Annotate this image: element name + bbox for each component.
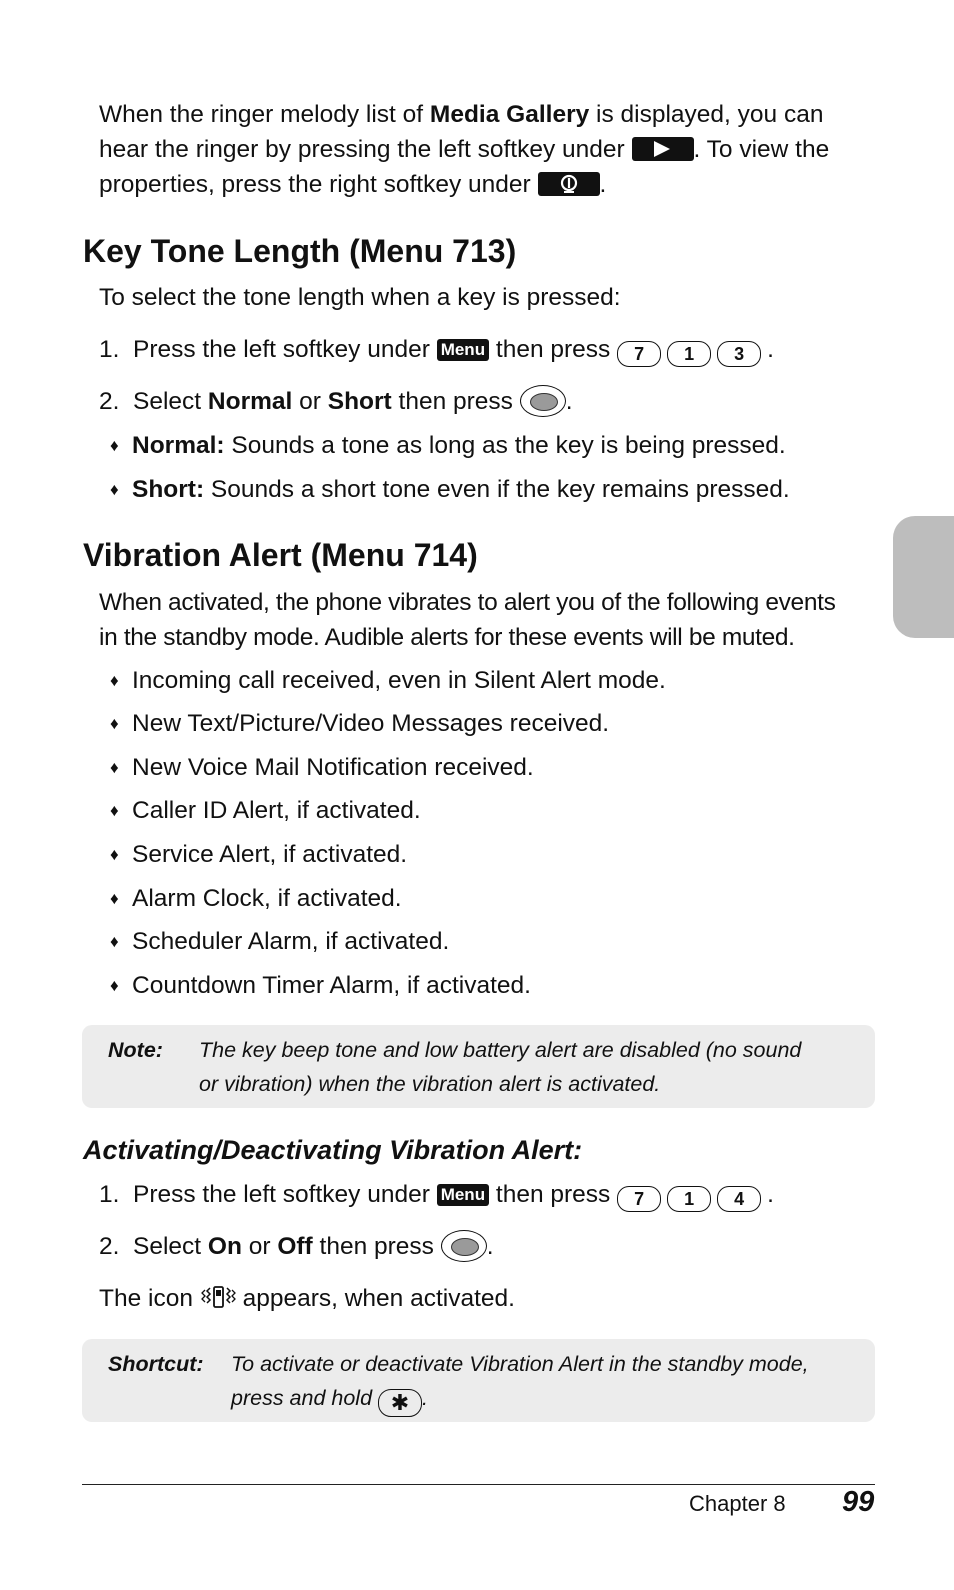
footer-rule [82,1484,875,1485]
key-1-icon: 1 [667,1186,711,1212]
vibration-bullet-3: ♦ New Voice Mail Notification received. [110,750,534,785]
vibration-bullet-1: ♦ Incoming call received, even in Silent Alert mode. [110,663,666,698]
vibration-bullet-2: ♦ New Text/Picture/Video Messages received. [110,706,609,741]
note-box [82,1025,875,1108]
key-tone-step-1: 1. Press the left softkey under Menu then press 7 1 3 . [99,332,774,367]
properties-softkey-icon [538,172,600,196]
chapter-side-tab [893,516,954,638]
play-softkey-icon [632,137,694,161]
shortcut-box [82,1339,875,1422]
note-label: Note: [108,1038,163,1062]
vibrate-mode-icon [200,1284,236,1310]
bullet-icon: ♦ [110,976,119,995]
ok-button-icon [520,385,566,417]
vibration-bullet-8: ♦ Countdown Timer Alarm, if activated. [110,968,531,1003]
key-4-icon: 4 [717,1186,761,1212]
bullet-icon: ♦ [110,932,119,951]
bullet-icon: ♦ [110,801,119,820]
key-7-icon: 7 [617,1186,661,1212]
key-1-icon: 1 [667,341,711,367]
key-tone-description: To select the tone length when a key is pressed: [99,284,621,311]
bullet-icon: ♦ [110,889,119,908]
shortcut-label: Shortcut: [108,1352,204,1376]
vibration-bullet-7: ♦ Scheduler Alarm, if activated. [110,924,449,959]
menu-softkey-icon: Menu [437,1184,489,1206]
vibration-bullet-6: ♦ Alarm Clock, if activated. [110,881,402,916]
bullet-icon: ♦ [110,436,119,455]
activating-step-1: 1. Press the left softkey under Menu then press 7 1 4 . [99,1177,774,1212]
shortcut-text: To activate or deactivate Vibration Alert in the standby mode, press and hold ✱ . [231,1352,809,1415]
page-number: 99 [842,1486,875,1518]
vibration-alert-heading: Vibration Alert (Menu 714) [83,537,478,573]
bullet-icon: ♦ [110,671,119,690]
ok-button-icon [441,1230,487,1262]
media-gallery-term: Media Gallery [429,101,590,128]
vibration-bullet-5: ♦ Service Alert, if activated. [110,837,407,872]
intro-paragraph: When the ringer melody list of Media Gallery is displayed, you can hear the ringer by pressing the left softkey under . To view the properties, press the right softkey under . [99,101,830,198]
vibrate-icon-line: The icon appears, when activated. [99,1285,515,1312]
key-tone-step-2: 2. Select Normal or Short then press . [99,384,573,419]
chapter-label: Chapter 8 [689,1491,786,1516]
vibration-description: When activated, the phone vibrates to alert you of the following events in the standby mode. Audible alerts for these events will be muted. [99,589,836,651]
key-7-icon: 7 [617,341,661,367]
key-tone-bullet-normal: ♦ Normal: Sounds a tone as long as the key is being pressed. [110,428,786,463]
menu-softkey-icon: Menu [437,339,489,361]
bullet-icon: ♦ [110,758,119,777]
bullet-icon: ♦ [110,845,119,864]
bullet-icon: ♦ [110,480,119,499]
activating-step-2: 2. Select On or Off then press . [99,1229,494,1264]
vibration-bullet-4: ♦ Caller ID Alert, if activated. [110,793,421,828]
key-3-icon: 3 [717,341,761,367]
activating-heading: Activating/Deactivating Vibration Alert: [83,1135,583,1165]
key-tone-heading: Key Tone Length (Menu 713) [83,233,517,269]
note-text: The key beep tone and low battery alert are disabled (no sound or vibration) when the vibration alert is activated. [199,1038,802,1096]
key-tone-bullet-short: ♦ Short: Sounds a short tone even if the key remains pressed. [110,472,790,507]
bullet-icon: ♦ [110,714,119,733]
star-key-icon: ✱ [378,1389,422,1417]
